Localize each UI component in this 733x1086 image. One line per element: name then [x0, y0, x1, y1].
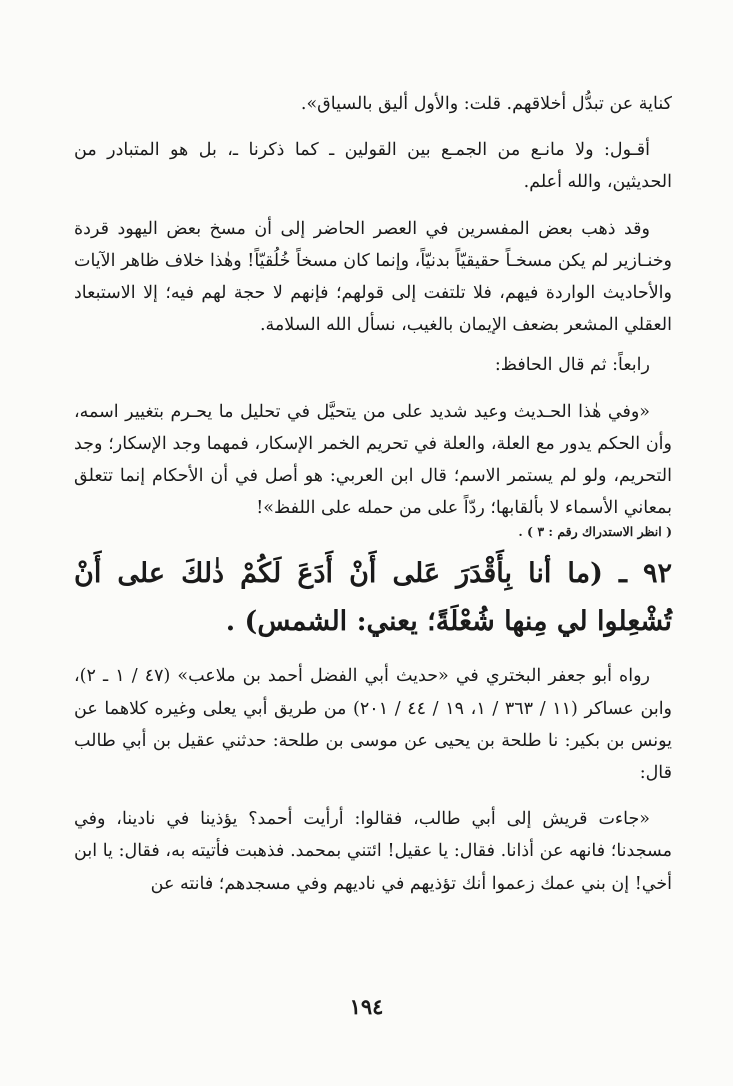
paragraph-3: وقد ذهب بعض المفسرين في العصر الحاضر إلى أن مسخ بعض اليهود قردة وخنـازير لم يكن مسخـاً حقيقيّاً بدنيّاً، وإنما كان مسخاً خُلُقيّاً! وهٰذا خلاف ظاهر الآيات والأحاديث الواردة فيهم، فلا تلتفت إلى قولهم؛ فإنهم لا حجة لهم فيه؛ إلا الاستبعاد العقلي المشعر بضعف الإيمان بالغيب، نسأل الله السلامة. [74, 218, 672, 336]
quote-paragraph: «وفي هٰذا الحـديث وعيد شديد على من يتحيَّل في تحليل ما يحـرم بتغيير اسمه، وأن الحكم يدور مع العلة، والعلة في تحريم الخمر الإسكار، فمهما وجد الإسكار؛ وجد التحريم، ولو لم يستمر الاسم؛ قال ابن العربي: هو أصل في أن الأحكام إنما تتعلق بمعاني الأسماء لا بألقابها؛ ردّاً على من حمله على اللفظ»! [74, 401, 672, 519]
page-number: ١٩٤ [349, 994, 384, 1019]
narration-paragraph: رواه أبو جعفر البختري في «حديث أبي الفضل أحمد بن ملاعب» (٤٧ / ١ ـ ٢)، وابن عساكر (١١ / ٣٦٣ / ١، ١٩ / ٤٤ / ٢٠١) من طريق أبي يعلى وغيره كلاهما عن يونس بن بكير: نا طلحة بن يحيى عن موسى بن طلحة: حدثني عقيل بن أبي طالب قال: [74, 666, 673, 784]
hadith-heading-text: ٩٢ ـ (ما أنا بِأَقْدَرَ عَلى أَنْ أَدَعَ لَكُمْ ذٰلكَ على أَنْ تُشْعِلوا لي مِنها شُعْلَةً؛ يعني: الشمس) [74, 558, 672, 638]
hadith-heading [74, 550, 672, 646]
section-label: رابعاً: ثم قال الحافظ: [494, 355, 650, 376]
hadith-heading-period: . [225, 606, 236, 638]
paragraph-1: كناية عن تبدُّل أخلاقهم. قلت: والأول أليق بالسياق». [300, 94, 672, 114]
hadith-text: «جاءت قريش إلى أبي طالب، فقالوا: أرأيت أحمد؟ يؤذينا في نادينا، وفي مسجدنا؛ فانهه عن أذانا. فقال: يا عقيل! ائتني بمحمد. فذهبت فأتيته به، فقال: يا ابن أخي! إن بني عمك زعموا أنك تؤذيهم في ناديهم وفي مسجدهم؛ فانته عن [74, 809, 672, 894]
paragraph-2: أقـول: ولا مانـع من الجمـع بين القولين ـ كما ذكرنا ـ، بل هو المتبادر من الحديثين، والله أعلم. [74, 140, 672, 193]
page-body [74, 88, 672, 900]
reference-note: ( انظر الاستدراك رقم : ٣ ) . [518, 524, 672, 540]
